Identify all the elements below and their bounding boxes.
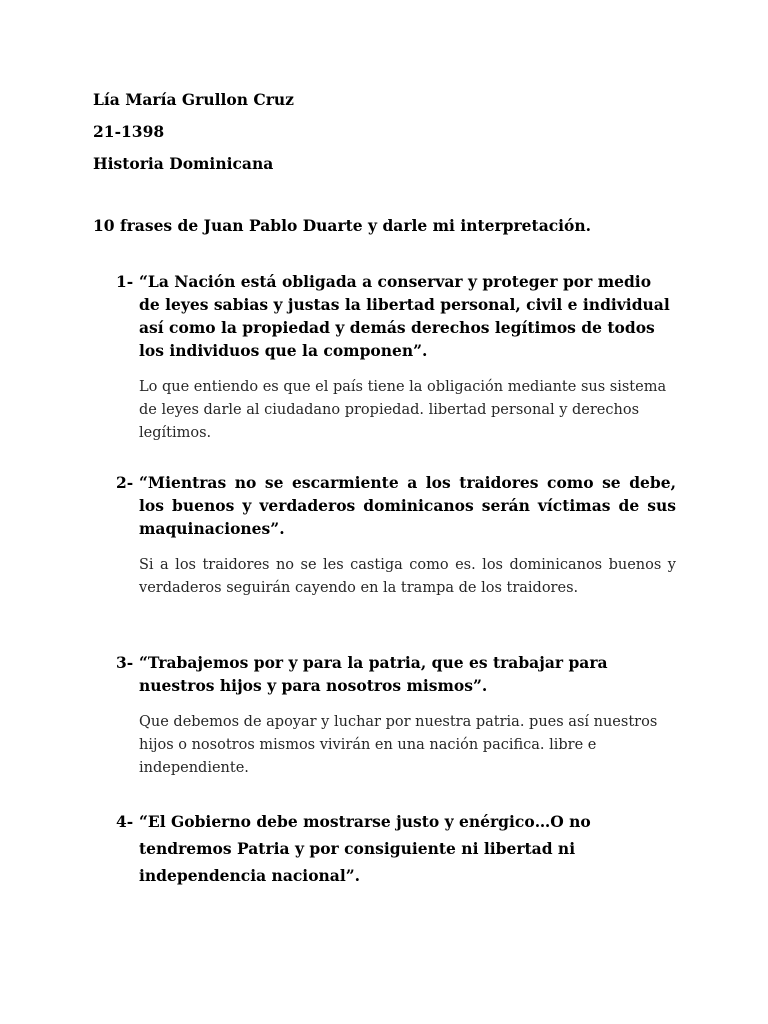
interpretation-text: Lo que entiendo es que el país tiene la obligación mediante sus sistema de leyes darle al ciudadano propiedad. libertad personal y derechos legítimos.: [139, 379, 667, 441]
student-id: 21-1398: [93, 122, 165, 141]
quote-text: “Trabajemos por y para la patria, que es trabajar para nuestros hijos y para nosotros mismos”.: [139, 653, 608, 695]
item-number: 1-: [116, 272, 134, 291]
quote-item-3: [116, 651, 676, 780]
quote-item-1: [116, 270, 676, 445]
interpretation-text: Si a los traidores no se les castiga como es. los dominicanos buenos y verdaderos seguirán cayendo en la trampa de los traidores.: [139, 557, 676, 596]
quote-text: “El Gobierno debe mostrarse justo y enérgico…O no tendremos Patria y por consiguiente ni libertad ni independencia nacional”.: [139, 812, 591, 885]
quote-text: “La Nación está obligada a conservar y proteger por medio de leyes sabias y justas la libertad personal, civil e individual así como la propiedad y demás derechos legítimos de todos los individuos que la componen”.: [139, 272, 670, 360]
interpretation-text: Que debemos de apoyar y luchar por nuestra patria. pues así nuestros hijos o nosotros mismos vivirán en una nación pacifica. libre e independiente.: [139, 714, 658, 776]
quote-item-2: [116, 471, 676, 600]
item-number: 4-: [116, 812, 134, 831]
subject-title: Historia Dominicana: [93, 154, 274, 173]
quote-text: “Mientras no se escarmiente a los traidores como se debe, los buenos y verdaderos dominicanos serán víctimas de sus maquinaciones”.: [139, 473, 676, 538]
quote-item-4: [116, 808, 676, 889]
author-name: Lía María Grullon Cruz: [93, 90, 294, 109]
item-number: 3-: [116, 653, 134, 672]
item-number: 2-: [116, 473, 134, 492]
assignment-intro: 10 frases de Juan Pablo Duarte y darle mi interpretación.: [93, 216, 592, 235]
